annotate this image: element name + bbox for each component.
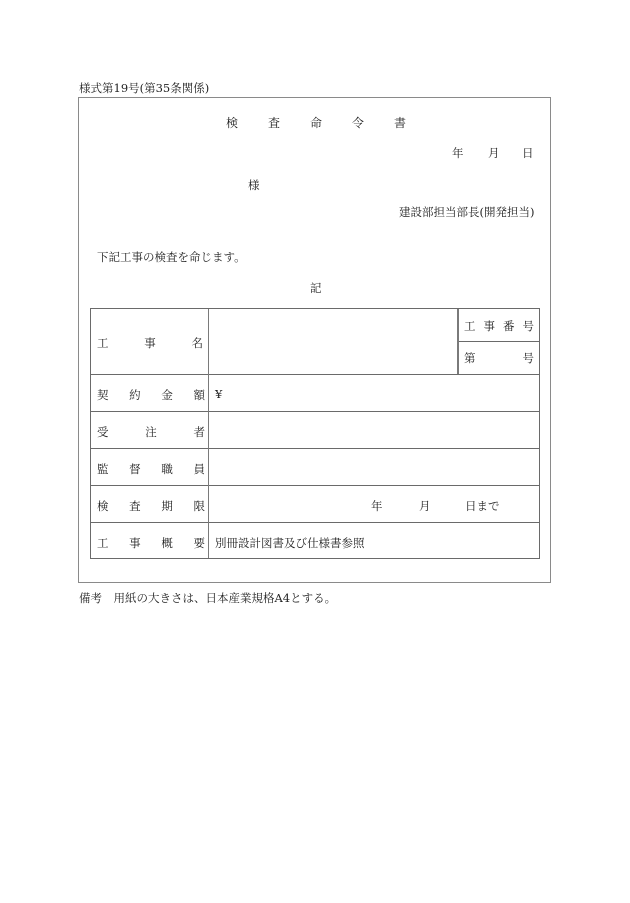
label-project-name bbox=[97, 335, 203, 351]
label-char: 工 bbox=[97, 336, 109, 350]
number-prefix: 第 bbox=[464, 351, 476, 365]
date-month: 月 bbox=[488, 146, 500, 160]
label-char: 者 bbox=[193, 425, 205, 439]
label-char: 要 bbox=[193, 536, 205, 550]
label-inspection-deadline bbox=[97, 498, 205, 514]
label-char: 額 bbox=[193, 388, 205, 402]
number-suffix: 号 bbox=[522, 351, 534, 365]
label-char: 注 bbox=[145, 425, 157, 439]
project-number-divider bbox=[458, 341, 539, 342]
label-char: 金 bbox=[161, 388, 173, 402]
document-title bbox=[226, 114, 436, 131]
deadline-year: 年 bbox=[371, 499, 383, 513]
label-char: 概 bbox=[161, 536, 173, 550]
label-column-divider bbox=[208, 309, 209, 558]
deadline-month: 月 bbox=[419, 499, 431, 513]
label-char: 限 bbox=[193, 499, 205, 513]
body-text: 下記工事の検査を命じます。 bbox=[97, 250, 246, 264]
addressee-suffix: 様 bbox=[248, 178, 260, 192]
supervisor-field[interactable] bbox=[215, 461, 535, 475]
remarks-note: 備考 用紙の大きさは、日本産業規格A4とする。 bbox=[79, 591, 337, 605]
deadline-day: 日まで bbox=[465, 499, 500, 513]
label-char: 督 bbox=[129, 462, 141, 476]
contractor-field[interactable] bbox=[215, 424, 535, 438]
contract-amount-field[interactable]: ¥ bbox=[215, 387, 223, 401]
row-divider bbox=[91, 448, 539, 449]
project-number-header bbox=[464, 318, 534, 334]
label-supervisor bbox=[97, 461, 205, 477]
date-year: 年 bbox=[452, 146, 464, 160]
label-char: 事 bbox=[483, 319, 495, 333]
row-divider bbox=[91, 374, 539, 375]
title-char: 書 bbox=[394, 116, 407, 130]
project-summary-field[interactable]: 別冊設計図書及び仕様書参照 bbox=[215, 536, 365, 550]
project-number-column-divider bbox=[457, 309, 459, 374]
inspection-table bbox=[90, 308, 540, 559]
date-day: 日 bbox=[522, 146, 534, 160]
label-char: 約 bbox=[129, 388, 141, 402]
label-char: 受 bbox=[97, 425, 109, 439]
row-divider bbox=[91, 411, 539, 412]
label-char: 査 bbox=[129, 499, 141, 513]
project-name-field[interactable] bbox=[215, 335, 451, 349]
label-contract-amount bbox=[97, 387, 205, 403]
title-char: 検 bbox=[226, 116, 239, 130]
ki-heading: 記 bbox=[310, 281, 322, 295]
project-number-field[interactable] bbox=[464, 350, 534, 366]
title-char: 命 bbox=[310, 116, 323, 130]
label-char: 工 bbox=[464, 319, 476, 333]
title-char: 令 bbox=[352, 116, 365, 130]
title-char: 査 bbox=[268, 116, 281, 130]
label-char: 員 bbox=[193, 462, 205, 476]
label-char: 番 bbox=[503, 319, 515, 333]
label-char: 監 bbox=[97, 462, 109, 476]
form-number-label: 様式第19号(第35条関係) bbox=[79, 81, 210, 95]
row-divider bbox=[91, 485, 539, 486]
label-char: 工 bbox=[97, 536, 109, 550]
issue-date bbox=[452, 145, 534, 161]
label-char: 期 bbox=[161, 499, 173, 513]
label-char: 名 bbox=[191, 336, 203, 350]
issuer-title: 建設部担当部長(開発担当) bbox=[399, 205, 535, 219]
label-char: 契 bbox=[97, 388, 109, 402]
inspection-deadline-field[interactable] bbox=[371, 498, 500, 514]
label-char: 号 bbox=[522, 319, 534, 333]
row-divider bbox=[91, 522, 539, 523]
label-char: 事 bbox=[129, 536, 141, 550]
label-contractor bbox=[97, 424, 205, 440]
label-char: 事 bbox=[144, 336, 156, 350]
label-char: 職 bbox=[161, 462, 173, 476]
label-project-summary bbox=[97, 535, 205, 551]
label-char: 検 bbox=[97, 499, 109, 513]
